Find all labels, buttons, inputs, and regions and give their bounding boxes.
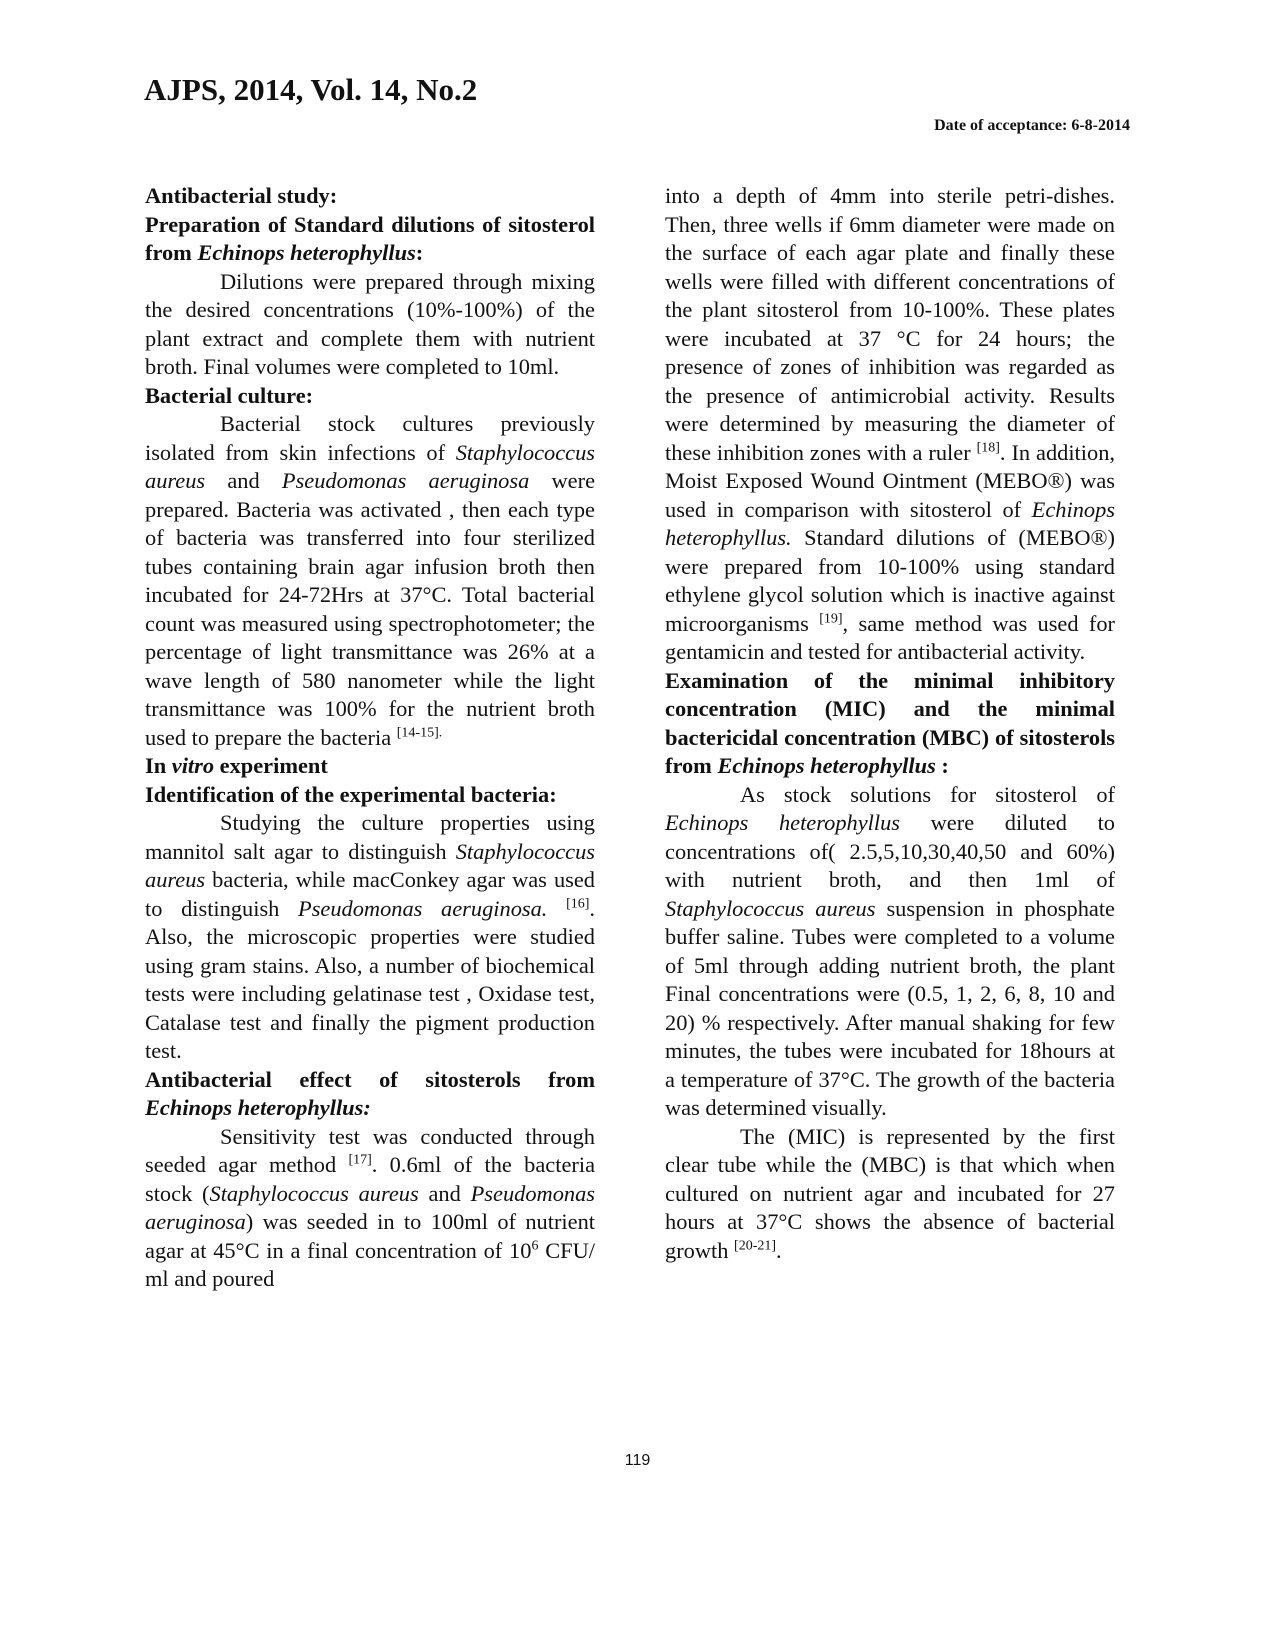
- exponent: 6: [531, 1238, 539, 1254]
- text: were prepared. Bacteria was activated , then each type of bacteria was transferred into four sterilized tubes containing brain agar infusion broth then incubated for 24-72Hrs at 37°C. Total bacterial count was measured using spectrophotometer; the percentage of light transmittance was 26% at a wave length of 580 nanometer while the light transmittance was 100% for the nutrient broth used to prepare the bacteria: [145, 468, 596, 750]
- text: .: [776, 1237, 782, 1263]
- citation: [19]: [819, 611, 843, 627]
- species-name: Staphylococcus aureus: [665, 895, 876, 921]
- text: , same method was used for gentamicin and tested for antibacterial activity.: [665, 610, 1115, 664]
- paragraph-stock-solutions: [665, 781, 1115, 1123]
- text: were diluted to concentrations of( 2.5,5,10,30,40,50 and 60%) with nutrient broth, and then 1ml of: [665, 810, 1115, 892]
- heading-bacterial-culture: Bacterial culture:: [145, 382, 314, 408]
- text: Studying the culture properties using mannitol salt agar to distinguish: [145, 810, 595, 864]
- heading-identification: Identification of the experimental bacteria:: [145, 781, 557, 807]
- species-name: Echinops heterophyllus: [717, 753, 936, 778]
- heading-text: :: [935, 753, 949, 778]
- species-name: Echinops heterophyllus: [197, 240, 416, 265]
- text: and: [418, 1180, 471, 1206]
- text: . 0.6ml of the bacteria stock (: [145, 1152, 596, 1206]
- right-column: [665, 182, 1115, 1265]
- species-name: Echinops heterophyllus.: [665, 496, 1115, 550]
- heading-text: Preparation of Standard dilutions of sitosterol from: [145, 211, 595, 265]
- citation: [14-15].: [396, 725, 443, 741]
- left-column: [145, 182, 595, 1294]
- text: The (MIC) is represented by the first clear tube while the (MBC) is that which when cultured on nutrient agar and incubated for 27 hours at 37°C shows the absence of bacterial growth: [665, 1123, 1115, 1263]
- heading-text: experiment: [214, 753, 328, 778]
- species-name: Pseudomonas aeruginosa.: [298, 895, 548, 921]
- species-name: Echinops heterophyllus:: [145, 1095, 371, 1120]
- paragraph-bacterial-culture: [145, 410, 595, 752]
- text: . Also, the microscopic properties were studied using gram stains. Also, a number of biochemical tests were including gelatinase test , Oxidase test, Catalase test and finally the pigment production test.: [145, 895, 595, 1063]
- text: into a depth of 4mm into sterile petri-dishes. Then, three wells if 6mm diameter were made on the surface of each agar plate and finally these wells were filled with different concentrations of the plant sitosterol from 10-100%. These plates were incubated at 37 °C for 24 hours; the presence of zones of inhibition was regarded as the presence of antimicrobial activity. Results were determined by measuring the diameter of these inhibition zones with a ruler: [665, 183, 1115, 465]
- species-name: Staphylococcus aureus: [145, 838, 595, 892]
- heading-text: Examination of the minimal inhibitory concentration (MIC) and the minimal bactericidal concentration (MBC) of sitosterols from: [665, 667, 1115, 778]
- citation: [18]: [976, 440, 1000, 456]
- heading-text: Antibacterial effect of sitosterols from: [145, 1066, 595, 1092]
- heading-antibacterial-study: Antibacterial study:: [145, 183, 338, 208]
- species-name: Staphylococcus aureus: [209, 1180, 419, 1206]
- citation: [20-21]: [734, 1238, 777, 1254]
- species-name: Pseudomonas aeruginosa: [145, 1180, 595, 1234]
- citation: [17]: [348, 1152, 372, 1168]
- paragraph-identification: [145, 809, 595, 1066]
- species-name: Pseudomonas aeruginosa: [281, 468, 530, 493]
- paragraph-sensitivity: [145, 1123, 595, 1294]
- acceptance-date: Date of acceptance: 6-8-2014: [934, 117, 1130, 134]
- heading-antibacterial-effect: [145, 1066, 595, 1123]
- text: ) was seeded in to 100ml of nutrient agar at 45°C in a final concentration of 10: [145, 1209, 595, 1263]
- text: suspension in phosphate buffer saline. Tubes were completed to a volume of 5ml through adding nutrient broth, the plant Final concentrations were (0.5, 1, 2, 6, 8, 10 and 20) % respectively. After manual shaking for few minutes, the tubes were incubated for 18hours at a temperature of 37°C. The growth of the bacteria was determined visually.: [665, 895, 1115, 1120]
- paragraph-dilutions: Dilutions were prepared through mixing the desired concentrations (10%-100%) of the plant extract and complete them with nutrient broth. Final volumes were completed to 10ml.: [145, 268, 595, 379]
- journal-title: AJPS, 2014, Vol. 14, No.2: [144, 72, 478, 107]
- citation: [16]: [566, 896, 590, 912]
- species-name: Echinops heterophyllus: [665, 810, 901, 835]
- text: CFU/ ml and poured: [145, 1237, 595, 1291]
- heading-text: In: [145, 753, 172, 778]
- page-number: 119: [624, 1452, 651, 1469]
- text: As stock solutions for sitosterol of: [740, 781, 1115, 807]
- paragraph-mic-definition: [665, 1123, 1115, 1266]
- text: Bacterial stock cultures previously isolated from skin infections of: [145, 411, 595, 465]
- heading-in-vitro: [145, 752, 595, 781]
- text: Standard dilutions of (MEBO®) were prepared from 10-100% using standard ethylene glycol solution which is inactive against microorganisms: [665, 525, 1115, 636]
- paragraph-continued-method: [665, 182, 1115, 667]
- text: . In addition, Moist Exposed Wound Ointment (MEBO®) was used in comparison with sitosterol of: [665, 439, 1115, 522]
- heading-italic: vitro: [171, 753, 215, 778]
- text: bacteria, while macConkey agar was used to distinguish: [145, 867, 595, 921]
- text: and: [205, 468, 282, 493]
- heading-preparation-dilutions: [145, 211, 595, 268]
- text: Sensitivity test was conducted through seeded agar method: [145, 1123, 595, 1177]
- species-name: Staphylococcus aureus: [145, 439, 595, 493]
- heading-text: :: [415, 240, 424, 265]
- heading-mic-mbc: [665, 667, 1115, 781]
